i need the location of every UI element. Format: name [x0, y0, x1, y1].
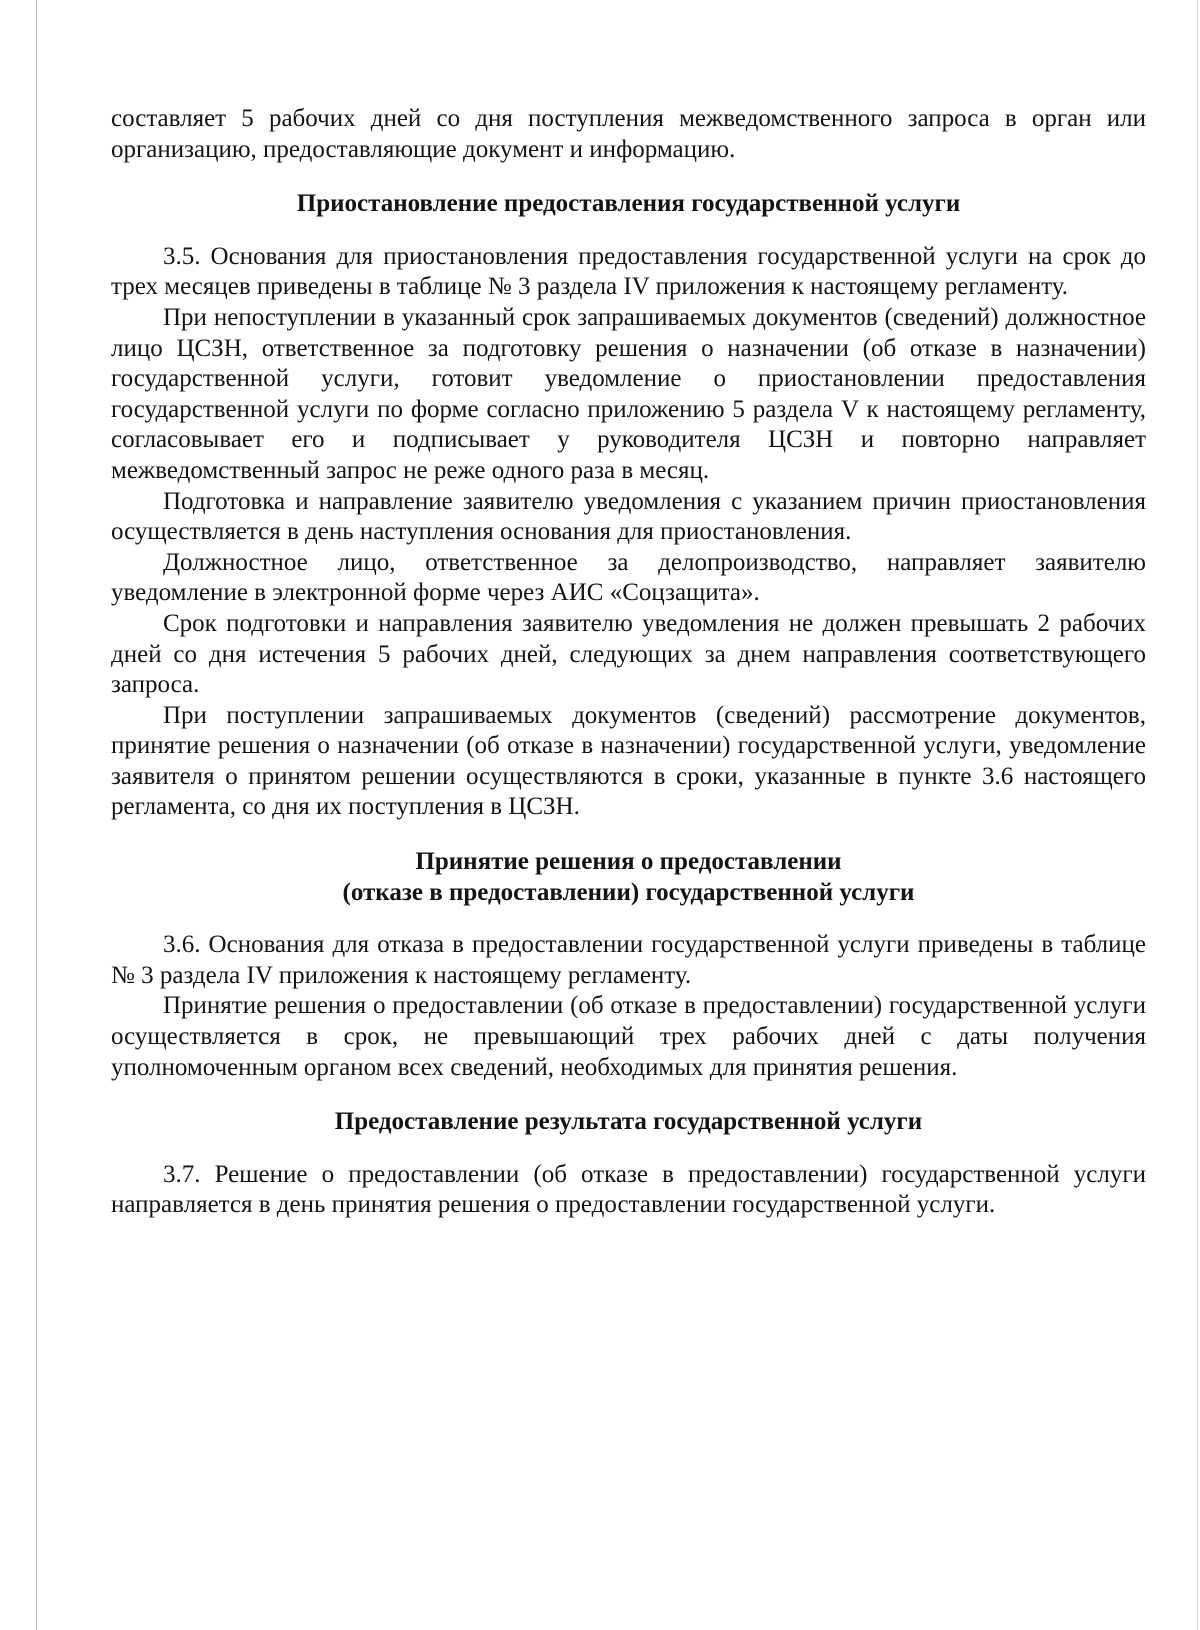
- document-page: [111, 104, 1146, 1221]
- paragraph-official: Должностное лицо, ответственное за делопроизводство, направляет заявителю уведомление в электронной форме через АИС «Соцзащита».: [111, 548, 1146, 607]
- intro-paragraph: составляет 5 рабочих дней со дня поступления межведомственного запроса в орган или организацию, предоставляющие документ и информацию.: [111, 105, 1146, 163]
- heading-result: Предоставление результата государственной услуги: [334, 1108, 923, 1136]
- heading-decision-line-2: (отказе в предоставлении) государственной услуги: [342, 878, 915, 906]
- paragraph-3-6: 3.6. Основания для отказа в предоставлении государственной услуги приведены в таблице № 3 раздела IV приложения к настоящему регламенту.: [111, 931, 1146, 989]
- scan-edge-right: [1197, 0, 1198, 1630]
- paragraph-3-7: 3.7. Решение о предоставлении (об отказе в предоставлении) государственной услуги направляется в день принятия решения о предоставлении государственной услуги.: [111, 1160, 1146, 1219]
- scan-edge-left: [36, 0, 37, 1630]
- paragraph-3-5: 3.5. Основания для приостановления предоставления государственной услуги на срок до трех месяцев приведены в таблице № 3 раздела IV приложения к настоящему регламенту.: [111, 242, 1146, 301]
- heading-suspension: Приостановление предоставления государственной услуги: [296, 190, 961, 218]
- paragraph-nonreceipt: При непоступлении в указанный срок запрашиваемых документов (сведений) должностное лицо ЦСЗН, ответственное за подготовку решения о назначении (об отказе в назначении) государственной услуги, готовит уведомление о приостановлении предоставления государственной услуги по форме согласно приложению 5 раздела V к настоящему регламенту, согласовывает его и подписывает у руководителя ЦСЗН и повторно направляет межведомственный запрос не реже одного раза в месяц.: [111, 303, 1146, 484]
- paragraph-preparation: Подготовка и направление заявителю уведомления с указанием причин приостановления осуществляется в день наступления основания для приостановления.: [111, 487, 1146, 546]
- paragraph-term: Срок подготовки и направления заявителю уведомления не должен превышать 2 рабочих дней со дня истечения 5 рабочих дней, следующих за днем направления соответствующего запроса.: [111, 609, 1146, 699]
- paragraph-decision: Принятие решения о предоставлении (об отказе в предоставлении) государственной услуги осуществляется в срок, не превышающий трех рабочих дней с даты получения уполномоченным органом всех сведений, необходимых для принятия решения.: [111, 992, 1146, 1081]
- paragraph-receipt: При поступлении запрашиваемых документов (сведений) рассмотрение документов, принятие решения о назначении (об отказе в назначении) государственной услуги, уведомление заявителя о принятом решении осуществляются в сроки, указанные в пункте 3.6 настоящего регламента, со дня их поступления в ЦСЗН.: [111, 701, 1146, 821]
- heading-decision-line-1: Принятие решения о предоставлении: [415, 848, 842, 876]
